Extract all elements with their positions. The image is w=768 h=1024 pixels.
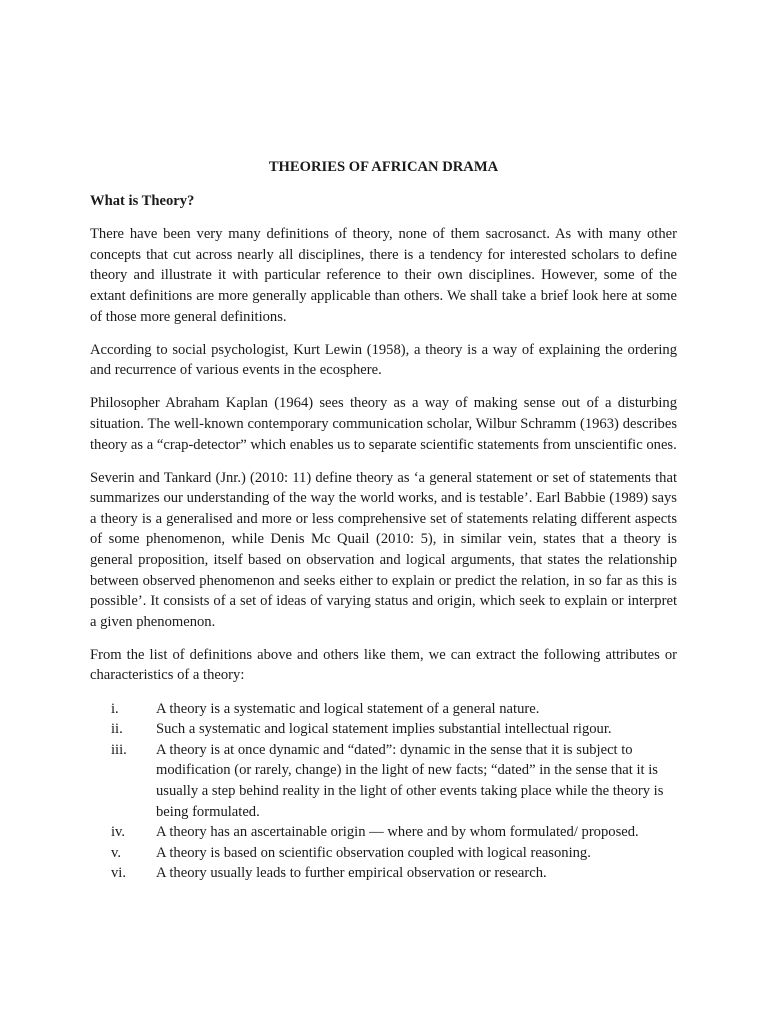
paragraph-severin: Severin and Tankard (Jnr.) (2010: 11) define theory as ‘a general statement or set of statements that summarizes our understanding of the way the world works, and is testable’. Earl Babbie (1989) says a theory is a generalised and more or less comprehensive set of statements relating different aspects of some phenomenon, while Denis Mc Quail (2010: 5), in similar vein, states that a theory is general proposition, itself based on observation and logical arguments, that states the relationship between observed phenomenon and seeks either to explain or predict the relation, in so far as this is possible’. It consists of a set of ideas of varying status and origin, which seek to explain or interpret a given phenomenon. xyxy=(90,469,677,630)
list-item-text: A theory is at once dynamic and “dated”: dynamic in the sense that it is subject to modification (or rarely, change) in the light of new facts; “dated” in the sense that it is usually a step behind reality in the light of other events taking place while the theory is being formulated. xyxy=(156,741,664,820)
paragraph-lewin: According to social psychologist, Kurt Lewin (1958), a theory is a way of explaining the ordering and recurrence of various events in the ecosphere. xyxy=(90,341,677,379)
list-item xyxy=(90,822,677,843)
list-item-text: A theory is a systematic and logical statement of a general nature. xyxy=(156,700,540,717)
document-title: THEORIES OF AFRICAN DRAMA xyxy=(268,159,499,175)
list-item-text: A theory usually leads to further empirical observation or research. xyxy=(156,865,547,882)
list-item-number: iv. xyxy=(111,824,126,841)
document-page xyxy=(90,157,677,884)
list-item-text: A theory has an ascertainable origin — where and by whom formulated/ proposed. xyxy=(156,824,639,841)
list-item-number: i. xyxy=(111,700,119,717)
paragraph-intro: There have been very many definitions of theory, none of them sacrosanct. As with many other concepts that cut across nearly all disciplines, there is a tendency for interested scholars to define theory and illustrate it with particular reference to their own disciplines. However, some of the extant definitions are more generally applicable than others. We shall take a brief look here at some of those more general definitions. xyxy=(90,226,677,325)
list-item-number: vi. xyxy=(111,865,126,882)
list-item xyxy=(90,699,677,720)
list-item-number: ii. xyxy=(111,721,123,738)
section-heading: What is Theory? xyxy=(90,192,195,209)
list-item-number: iii. xyxy=(111,741,127,758)
list-item xyxy=(90,740,677,822)
paragraph-characteristics-intro: From the list of definitions above and others like them, we can extract the following attributes or characteristics of a theory: xyxy=(90,646,677,684)
paragraph-kaplan: Philosopher Abraham Kaplan (1964) sees theory as a way of making sense out of a disturbing situation. The well-known contemporary communication scholar, Wilbur Schramm (1963) describes theory as a “crap-detector” which enables us to separate scientific statements from unscientific ones. xyxy=(90,395,677,453)
list-item xyxy=(90,843,677,864)
list-item xyxy=(90,719,677,740)
list-item xyxy=(90,863,677,884)
list-item-text: Such a systematic and logical statement implies substantial intellectual rigour. xyxy=(156,721,612,738)
list-item-number: v. xyxy=(111,844,121,861)
list-item-text: A theory is based on scientific observation coupled with logical reasoning. xyxy=(156,844,591,861)
characteristics-list xyxy=(90,699,677,884)
